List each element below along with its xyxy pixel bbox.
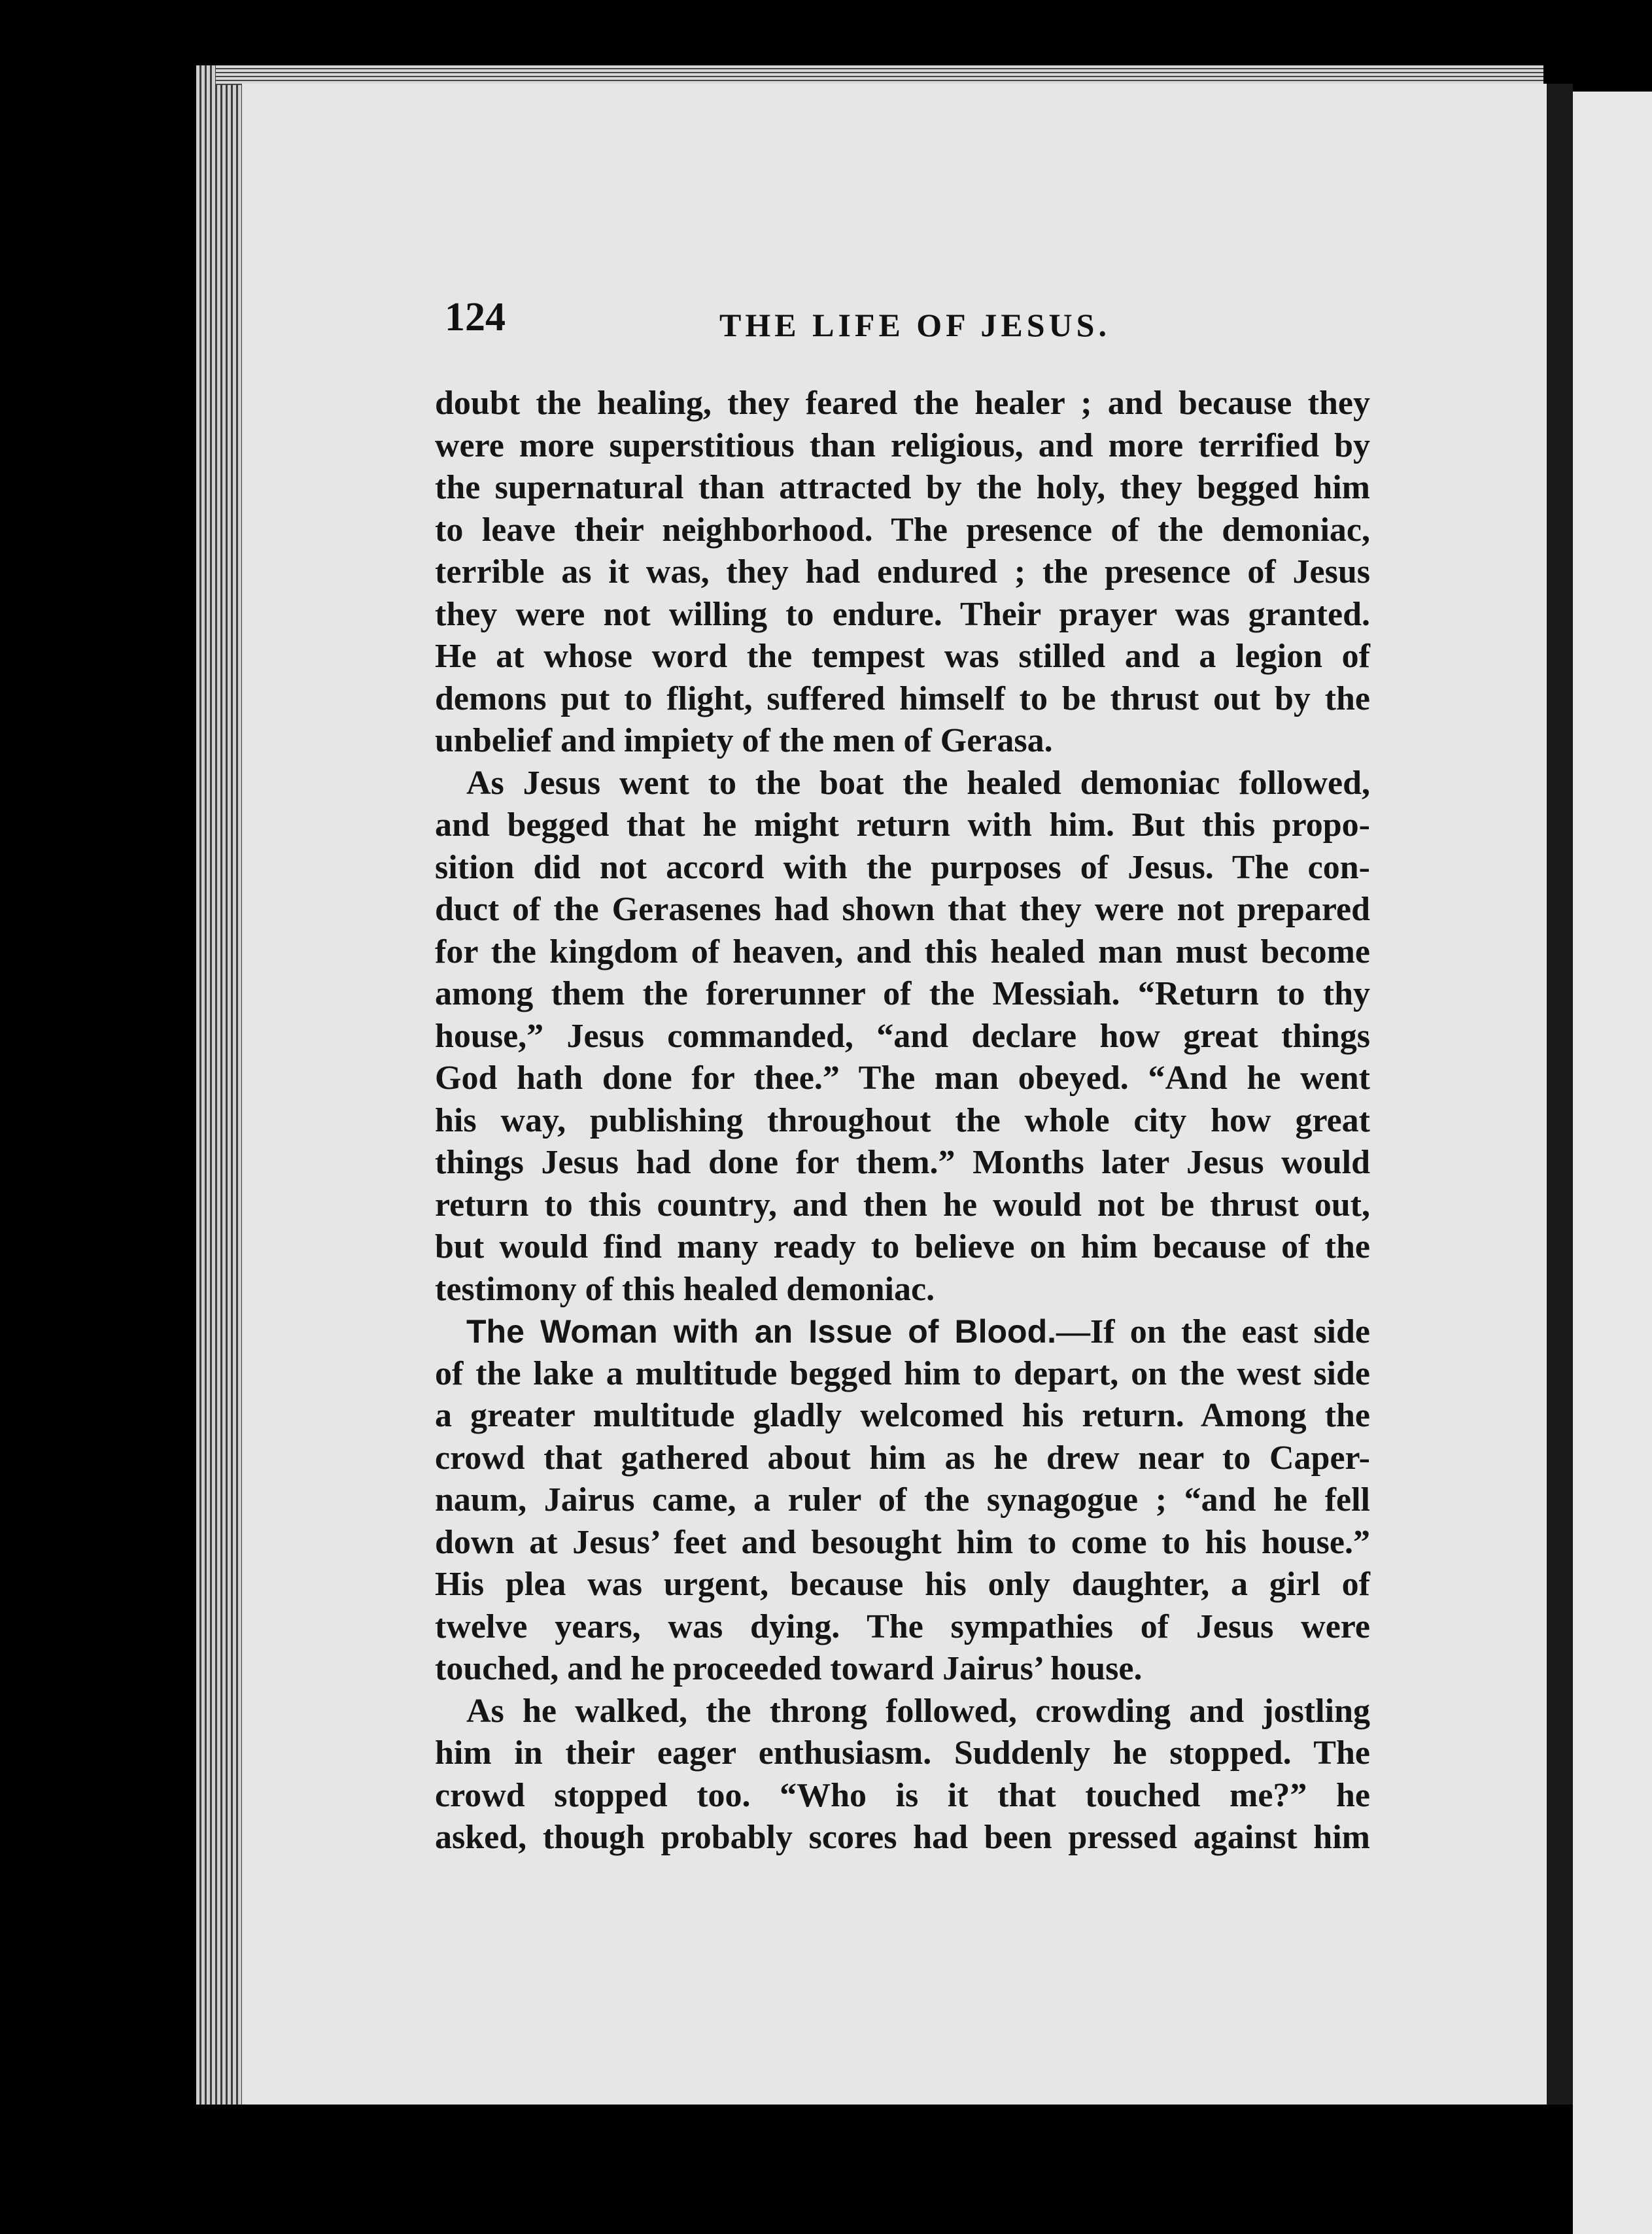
page-number: 124 bbox=[445, 295, 506, 339]
running-head: THE LIFE OF JESUS. bbox=[719, 307, 1110, 343]
body-text bbox=[435, 383, 1370, 1859]
text-line: but would find many ready to believe on him because of the bbox=[435, 1228, 1370, 1265]
text-line: of the lake a multitude begged him to depart, on the west side bbox=[435, 1354, 1370, 1392]
text-line: duct of the Gerasenes had shown that they were not prepared bbox=[435, 891, 1370, 928]
page-gutter-shadow bbox=[1547, 84, 1573, 2105]
text-line: they were not willing to endure. Their prayer was granted. bbox=[435, 595, 1370, 633]
text-line: His plea was urgent, because his only daughter, a girl of bbox=[435, 1566, 1370, 1603]
text-line: and begged that he might return with him. But this propo- bbox=[435, 806, 1370, 844]
text-line: were more superstitious than religious, and more terrified by bbox=[435, 426, 1370, 464]
section-heading: The Woman with an Issue of Blood. bbox=[466, 1313, 1057, 1350]
text-line: He at whose word the tempest was stilled and a legion of bbox=[435, 638, 1370, 675]
scan-background bbox=[0, 2105, 1573, 2234]
text-line: As Jesus went to the boat the healed demoniac followed, bbox=[466, 764, 1370, 802]
text-line: crowd that gathered about him as he drew near to Caper- bbox=[435, 1439, 1370, 1477]
text-line: asked, though probably scores had been pressed against him bbox=[435, 1819, 1370, 1856]
text-line: house,” Jesus commanded, “and declare how great things bbox=[435, 1017, 1370, 1055]
text-line: God hath done for thee.” The man obeyed. “And he went bbox=[435, 1059, 1370, 1097]
text-line: naum, Jairus came, a ruler of the synagogue ; “and he fell bbox=[435, 1481, 1370, 1519]
text-line: for the kingdom of heaven, and this healed man must become bbox=[435, 933, 1370, 971]
text-line: him in their eager enthusiasm. Suddenly he stopped. The bbox=[435, 1734, 1370, 1772]
text-line: sition did not accord with the purposes of Jesus. The con- bbox=[435, 848, 1370, 886]
text-line: As he walked, the throng followed, crowding and jostling bbox=[466, 1692, 1370, 1730]
text-line: his way, publishing throughout the whole city how great bbox=[435, 1101, 1370, 1139]
facing-page-edge bbox=[1573, 92, 1652, 2234]
text-line: down at Jesus’ feet and besought him to come to his house.” bbox=[435, 1523, 1370, 1561]
text-line: a greater multitude gladly welcomed his return. Among the bbox=[435, 1397, 1370, 1434]
book-page-edges bbox=[196, 65, 242, 2106]
text-line: unbelief and impiety of the men of Gerasa. bbox=[435, 722, 1053, 759]
text-line: twelve years, was dying. The sympathies of Jesus were bbox=[435, 1607, 1370, 1645]
text-fragment: —If on the east side bbox=[1056, 1313, 1370, 1350]
text-line: terrible as it was, they had endured ; the presence of Jesus bbox=[435, 553, 1370, 591]
text-line: things Jesus had done for them.” Months later Jesus would bbox=[435, 1144, 1370, 1181]
page-header bbox=[445, 294, 1373, 353]
section-first-line bbox=[435, 1311, 1370, 1353]
text-line: demons put to flight, suffered himself to be thrust out by the bbox=[435, 679, 1370, 717]
text-line: doubt the healing, they feared the healer ; and because they bbox=[435, 385, 1370, 422]
text-line: return to this country, and then he would not be thrust out, bbox=[435, 1186, 1370, 1224]
text-line: testimony of this healed demoniac. bbox=[435, 1270, 935, 1308]
book-top-edge bbox=[216, 65, 1543, 85]
text-line: among them the forerunner of the Messiah. “Return to thy bbox=[435, 975, 1370, 1012]
text-line: touched, and he proceeded toward Jairus’ house. bbox=[435, 1650, 1143, 1687]
text-line: to leave their neighborhood. The presence of the demoniac, bbox=[435, 511, 1370, 549]
text-line: crowd stopped too. “Who is it that touched me?” he bbox=[435, 1776, 1370, 1814]
text-line: the supernatural than attracted by the holy, they begged him bbox=[435, 469, 1370, 506]
